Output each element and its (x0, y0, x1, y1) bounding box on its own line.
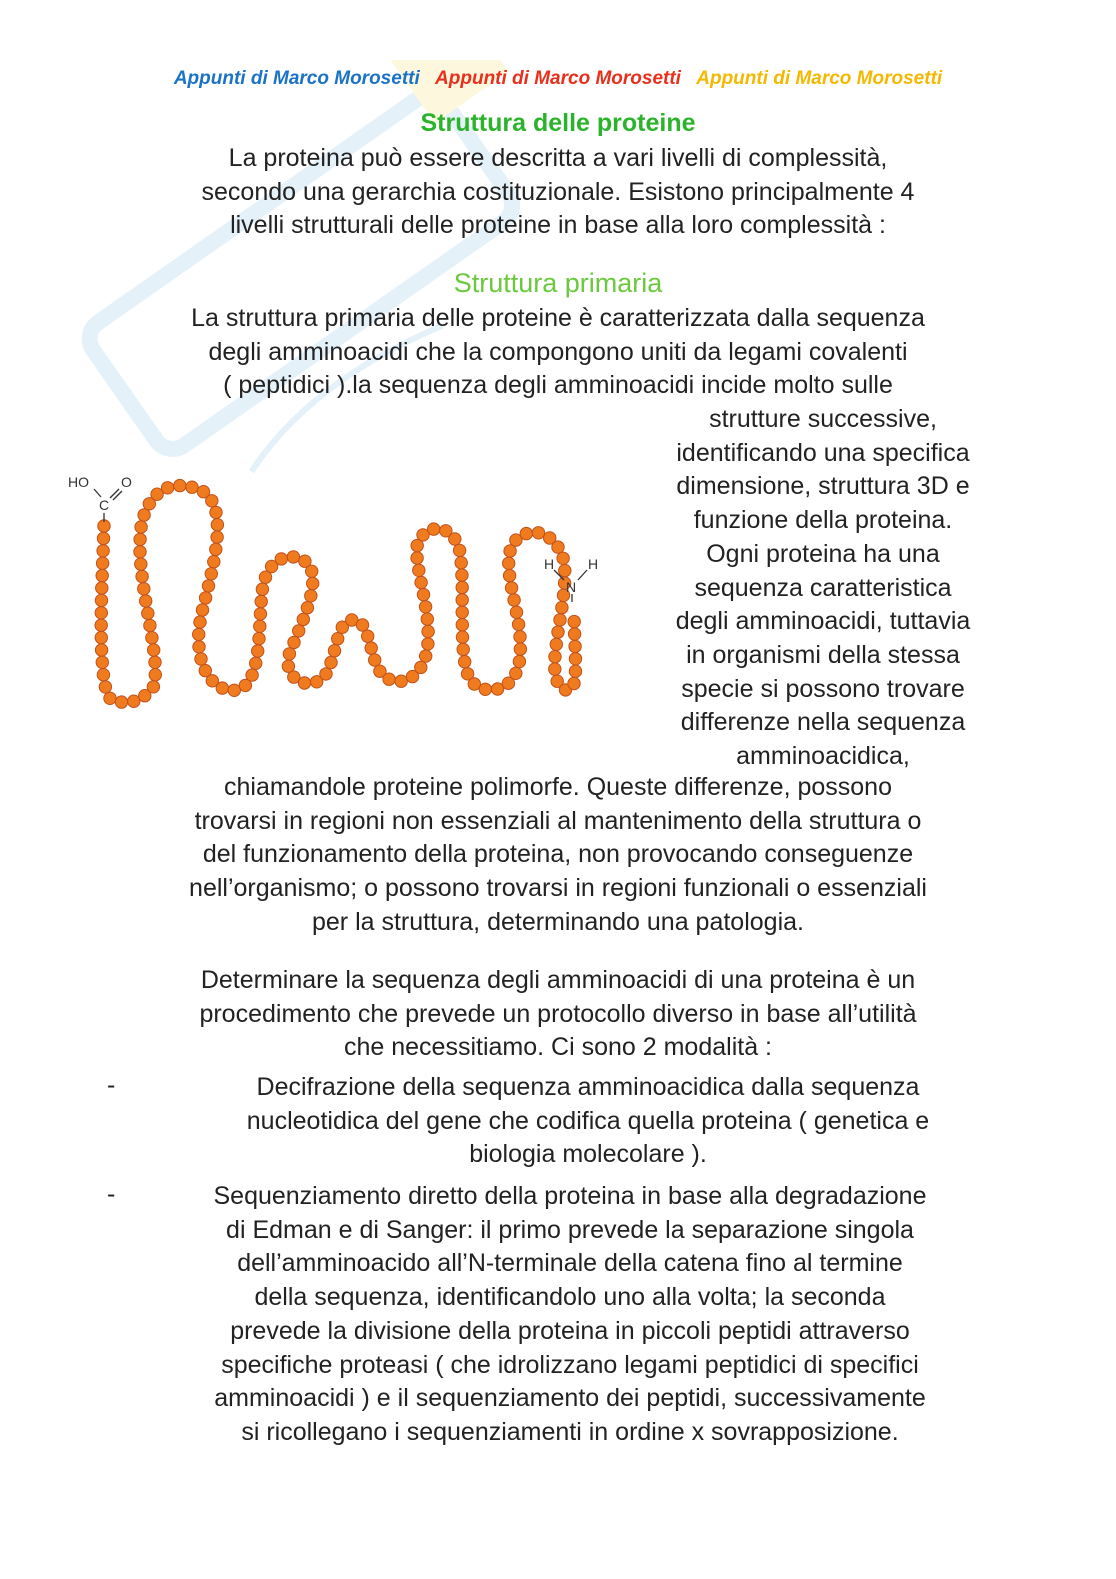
amino-acid-bead (568, 628, 580, 640)
bond-line (110, 489, 119, 498)
text-line: specie si possono trovare (681, 674, 965, 703)
amino-acid-bead (513, 655, 525, 667)
amino-acid-bead (554, 614, 566, 626)
amino-acid-chain (95, 479, 582, 708)
amino-acid-bead (202, 580, 214, 592)
amino-acid-bead (556, 601, 568, 613)
amino-acid-bead (136, 570, 148, 582)
amino-acid-bead (96, 557, 108, 569)
bond-line (113, 491, 122, 500)
amino-acid-bead (332, 633, 344, 645)
bond-line (578, 570, 587, 580)
amino-acid-bead (422, 625, 434, 637)
amino-acid-bead (503, 569, 515, 581)
amino-acid-bead (255, 595, 267, 607)
credit-yellow: Appunti di Marco Morosetti (696, 68, 943, 89)
amino-acid-bead (356, 619, 368, 631)
text-line: biologia molecolare ). (469, 1140, 707, 1169)
amino-acid-bead (211, 519, 223, 531)
page-title: Struttura delle proteine (420, 109, 696, 137)
amino-acid-bead (411, 552, 423, 564)
amino-h2-label: H (588, 556, 599, 572)
amino-acid-bead (283, 648, 295, 660)
text-line: degli amminoacidi che la compongono uniti da legami covalenti (208, 337, 908, 366)
text-line: La struttura primaria delle proteine è caratterizzata dalla sequenza (191, 304, 925, 332)
amino-acid-bead (457, 643, 469, 655)
amino-acid-bead (254, 620, 266, 632)
amino-acid-bead (456, 631, 468, 643)
text-line: si ricollegano i sequenziamenti in ordine x sovrapposizione. (241, 1417, 899, 1446)
text-line: funzione della proteina. (693, 506, 953, 535)
bond-line (94, 489, 101, 497)
amino-acid-bead (297, 613, 309, 625)
bullet-marker: - (107, 1180, 116, 1208)
amino-acid-bead (134, 533, 146, 545)
amino-acid-bead (510, 606, 522, 618)
amino-acid-bead (532, 527, 544, 539)
amino-acid-bead (128, 695, 140, 707)
amino-acid-bead (196, 604, 208, 616)
amino-acid-bead (298, 677, 310, 689)
amino-acid-bead (417, 588, 429, 600)
amino-acid-bead (144, 619, 156, 631)
bullet-item (120, 1180, 1020, 1450)
amino-acid-bead (479, 683, 491, 695)
text-line: amminoacidi ) e il sequenziamento dei peptidi, successivamente (214, 1384, 926, 1413)
amino-acid-bead (307, 577, 319, 589)
section-subtitle: Struttura primaria (453, 268, 663, 298)
text-line: Determinare la sequenza degli amminoacidi di una proteina è un (200, 966, 916, 994)
text-line: secondo una gerarchia costituzionale. Esistono principalmente 4 (201, 177, 915, 206)
amino-acid-bead (421, 613, 433, 625)
protein-chain-figure (62, 462, 622, 724)
amino-acid-bead (505, 582, 517, 594)
amino-acid-bead (453, 544, 465, 556)
amino-acid-bead (456, 606, 468, 618)
primary-paragraph-bottom (0, 771, 1116, 940)
amino-acid-bead (325, 656, 337, 668)
amino-acid-bead (456, 569, 468, 581)
amino-acid-bead (146, 632, 158, 644)
amino-acid-bead (512, 618, 524, 630)
text-line: dell’amminoacido all’N-terminale della catena fino al termine (237, 1249, 903, 1278)
amino-acid-bead (199, 592, 211, 604)
amino-acid-bead (138, 583, 150, 595)
amino-acid-bead (503, 557, 515, 569)
text-line: di Edman e di Sanger: il primo prevede la separazione singola (226, 1215, 914, 1244)
amino-acid-bead (520, 527, 532, 539)
amino-acid-bead (96, 582, 108, 594)
amino-acid-bead (504, 545, 516, 557)
amino-acid-bead (96, 656, 108, 668)
text-line: della sequenza, identificandolo uno alla volta; la seconda (254, 1283, 886, 1312)
text-line: per la struttura, determinando una patologia. (312, 907, 804, 936)
amino-acid-bead (395, 675, 407, 687)
text-line: Decifrazione della sequenza amminoacidica dalla sequenza (256, 1073, 920, 1101)
amino-acid-bead (456, 581, 468, 593)
amino-acid-bead (149, 656, 161, 668)
text-line: Ogni proteina ha una (706, 539, 940, 568)
text-line: del funzionamento della proteina, non provocando conseguenze (202, 840, 914, 869)
amino-acid-bead (510, 667, 522, 679)
amino-acid-bead (97, 669, 109, 681)
amino-acid-bead (208, 556, 220, 568)
amino-acid-bead (413, 564, 425, 576)
amino-acid-bead (104, 692, 116, 704)
amino-acid-bead (420, 650, 432, 662)
amino-acid-bead (135, 558, 147, 570)
amino-acid-bead (250, 657, 262, 669)
amino-acid-bead (365, 642, 377, 654)
amino-acid-bead (362, 630, 374, 642)
amino-acid-bead (449, 533, 461, 545)
sequencing-intro-paragraph (0, 964, 1116, 1065)
amino-acid-bead (95, 644, 107, 656)
amino-acid-bead (161, 482, 173, 494)
amino-acid-bead (422, 638, 434, 650)
text-line: chiamandole proteine polimorfe. Queste differenze, possono (223, 773, 892, 801)
amino-acid-bead (210, 506, 222, 518)
carboxyl-o-label: O (121, 474, 132, 490)
amino-h1-label: H (544, 556, 555, 572)
amino-acid-bead (253, 632, 265, 644)
amino-acid-bead (459, 656, 471, 668)
amino-acid-bead (228, 684, 240, 696)
amino-acid-bead (95, 619, 107, 631)
bullet-marker: - (107, 1071, 116, 1099)
amino-acid-bead (252, 645, 264, 657)
primary-paragraph-top (0, 302, 1116, 403)
text-line: in organismi della stessa (686, 640, 960, 669)
amino-acid-bead (569, 653, 581, 665)
text-line: specifiche proteasi ( che idrolizzano legami peptidici di specifici (221, 1350, 919, 1379)
amino-acid-bead (205, 568, 217, 580)
amino-acid-bead (301, 602, 313, 614)
amino-acid-bead (186, 481, 198, 493)
amino-acid-bead (369, 654, 381, 666)
amino-acid-bead (149, 669, 161, 681)
text-line: nell’organismo; o possono trovarsi in regioni funzionali o essenziali (189, 874, 927, 903)
amino-acid-bead (287, 551, 299, 563)
amino-acid-bead (552, 541, 564, 553)
text-line: degli amminoacidi, tuttavia (675, 607, 971, 636)
intro-paragraph (0, 142, 1116, 243)
amino-acid-bead (550, 638, 562, 650)
amino-acid-bead (428, 523, 440, 535)
amino-acid-bead (419, 601, 431, 613)
amino-acid-bead (568, 615, 580, 627)
amino-acid-bead (97, 532, 109, 544)
amino-acid-bead (254, 608, 266, 620)
amino-acid-bead (514, 643, 526, 655)
amino-acid-bead (415, 661, 427, 673)
text-line: ( peptidici ).la sequenza degli amminoacidi incide molto sulle (223, 371, 893, 400)
text-line: amminoacidica, (736, 742, 910, 771)
text-line: prevede la divisione della proteina in piccoli peptidi attraverso (230, 1316, 910, 1345)
credits-header (0, 68, 1116, 90)
primary-paragraph-side (630, 403, 1016, 774)
credit-red: Appunti di Marco Morosetti (435, 68, 681, 89)
carboxyl-c-label: C (99, 497, 110, 513)
amino-acid-bead (193, 628, 205, 640)
amino-acid-bead (138, 509, 150, 521)
carboxyl-ho-label: HO (68, 474, 89, 490)
text-line: Sequenziamento diretto della proteina in base alla degradazione (213, 1182, 927, 1210)
amino-acid-bead (549, 663, 561, 675)
amino-acid-bead (194, 616, 206, 628)
amino-acid-bead (148, 644, 160, 656)
amino-acid-bead (96, 569, 108, 581)
amino-acid-bead (142, 607, 154, 619)
text-line: La proteina può essere descritta a vari livelli di complessità, (228, 144, 888, 172)
bullet-item (120, 1071, 1056, 1172)
amino-acid-bead (514, 631, 526, 643)
amino-acid-bead (569, 640, 581, 652)
text-line: sequenza caratteristica (694, 573, 952, 602)
amino-acid-bead (246, 669, 258, 681)
amino-acid-bead (557, 552, 569, 564)
text-line: dimensione, struttura 3D e (676, 472, 970, 501)
amino-acid-bead (288, 636, 300, 648)
amino-acid-bead (293, 625, 305, 637)
amino-acid-bead (328, 645, 340, 657)
amino-acid-bead (456, 619, 468, 631)
amino-acid-bead (174, 479, 186, 491)
amino-acid-bead (210, 543, 222, 555)
amino-acid-bead (468, 678, 480, 690)
amino-acid-bead (95, 631, 107, 643)
amino-acid-bead (569, 665, 581, 677)
amino-acid-bead (115, 696, 127, 708)
amino-acid-bead (383, 673, 395, 685)
amino-acid-bead (568, 677, 580, 689)
text-line: differenze nella sequenza (680, 708, 966, 737)
amino-acid-bead (95, 607, 107, 619)
text-line: procedimento che prevede un protocollo diverso in base all’utilità (199, 999, 917, 1028)
amino-n-label: N (566, 579, 577, 595)
text-line: identificando una specifica (676, 438, 970, 467)
amino-acid-bead (456, 594, 468, 606)
text-line: strutture successive, (709, 405, 937, 433)
amino-acid-bead (135, 521, 147, 533)
amino-acid-bead (99, 681, 111, 693)
amino-acid-bead (508, 594, 520, 606)
amino-acid-bead (95, 594, 107, 606)
amino-acid-bead (552, 626, 564, 638)
amino-acid-bead (195, 653, 207, 665)
amino-acid-bead (306, 565, 318, 577)
amino-acid-bead (455, 557, 467, 569)
amino-acid-bead (193, 641, 205, 653)
amino-acid-bead (216, 682, 228, 694)
amino-acid-bead (97, 545, 109, 557)
amino-acid-bead (275, 553, 287, 565)
amino-acid-bead (559, 564, 571, 576)
text-line: livelli strutturali delle proteine in base alla loro complessità : (230, 211, 886, 240)
amino-acid-bead (415, 576, 427, 588)
amino-acid-bead (549, 651, 561, 663)
text-line: trovarsi in regioni non essenziali al mantenimento della struttura o (194, 806, 922, 835)
amino-acid-bead (147, 681, 159, 693)
credit-blue: Appunti di Marco Morosetti (173, 68, 420, 89)
text-line: che necessitiamo. Ci sono 2 modalità : (344, 1033, 772, 1062)
amino-acid-bead (140, 595, 152, 607)
amino-acid-bead (134, 546, 146, 558)
amino-acid-bead (256, 583, 268, 595)
amino-acid-bead (305, 590, 317, 602)
amino-acid-bead (211, 531, 223, 543)
amino-acid-bead (320, 668, 332, 680)
amino-acid-bead (206, 495, 218, 507)
text-line: nucleotidica del gene che codifica quella proteina ( genetica e (246, 1106, 930, 1135)
